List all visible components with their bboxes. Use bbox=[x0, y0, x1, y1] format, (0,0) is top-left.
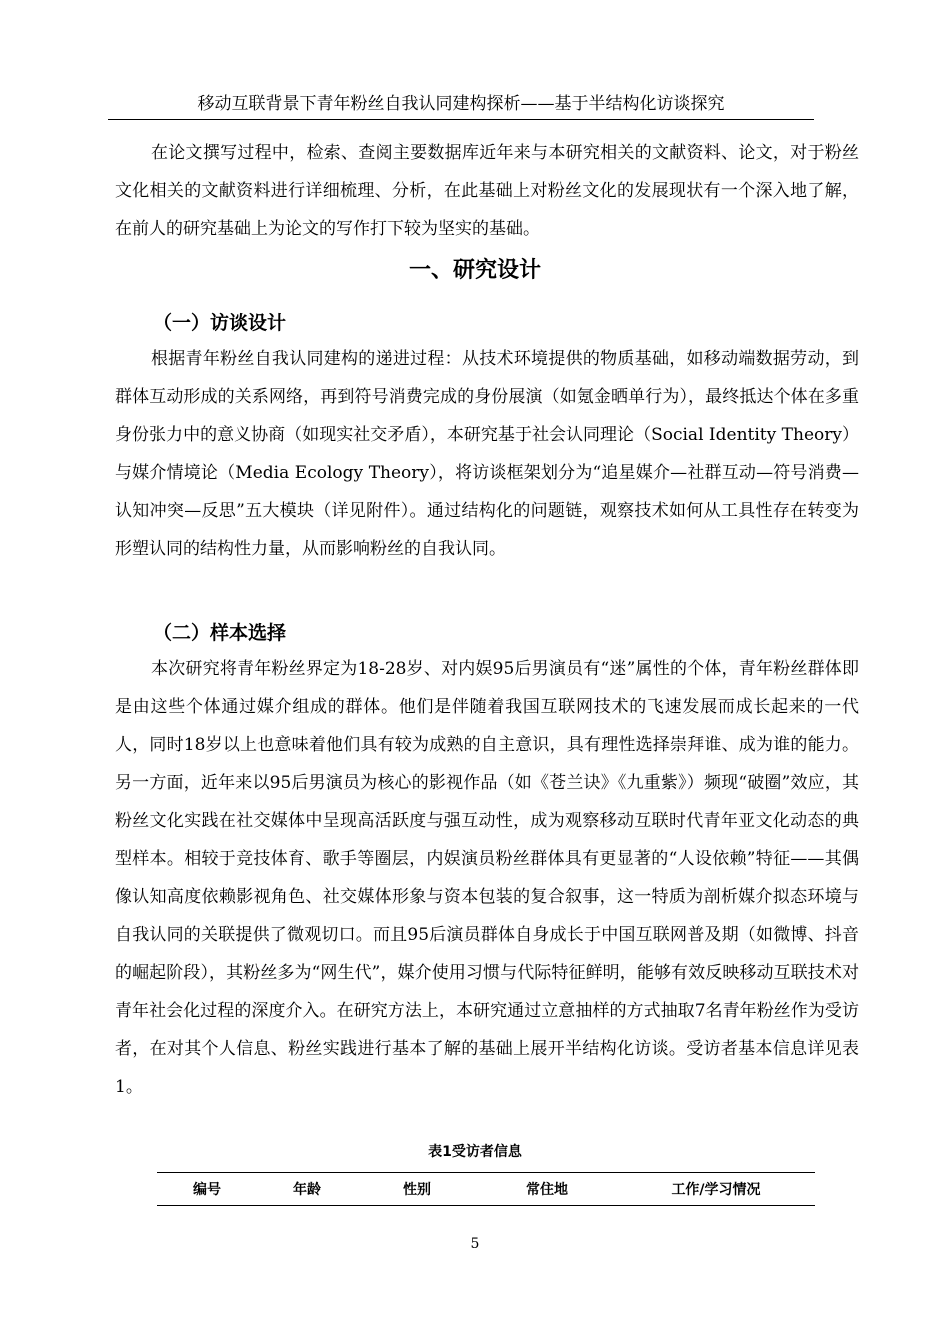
subsection-heading-interview-design: （一）访谈设计 bbox=[153, 312, 287, 334]
column-header-gender: 性别 bbox=[357, 1173, 477, 1206]
section-heading: 一、研究设计 bbox=[408, 258, 541, 283]
column-header-occupation: 工作/学习情况 bbox=[617, 1173, 815, 1206]
table-caption: 表1受访者信息 bbox=[428, 1144, 522, 1160]
page-number: 5 bbox=[470, 1236, 480, 1252]
column-header-id: 编号 bbox=[157, 1173, 257, 1206]
intro-paragraph: 在论文撰写过程中，检索、查阅主要数据库近年来与本研究相关的文献资料、论文，对于粉丝文化相关的文献资料进行详细梳理、分析，在此基础上对粉丝文化的发展现状有一个深入地了解，在前人的研究基础上为论文的写作打下较为坚实的基础。 bbox=[115, 143, 859, 239]
column-header-residence: 常住地 bbox=[477, 1173, 617, 1206]
respondent-table bbox=[157, 1172, 815, 1206]
running-header: 移动互联背景下青年粉丝自我认同建构探析——基于半结构化访谈探究 bbox=[197, 94, 725, 114]
table-header-row bbox=[157, 1173, 815, 1206]
interview-design-paragraph: 根据青年粉丝自我认同建构的递进过程：从技术环境提供的物质基础，如移动端数据劳动，到群体互动形成的关系网络，再到符号消费完成的身份展演（如氪金晒单行为），最终抵达个体在多重身份张力中的意义协商（如现实社交矛盾），本研究基于社会认同理论（Social Identity Theory）与媒介情境论（Media Ecology Theory），将访谈框架划分为“追星媒介—社群互动—符号消费—认知冲突—反思”五大模块（详见附件）。通过结构化的问题链，观察技术如何从工具性存在转变为形塑认同的结构性力量，从而影响粉丝的自我认同。 bbox=[115, 349, 859, 559]
header-rule bbox=[108, 119, 814, 120]
subsection-heading-sample-selection: （二）样本选择 bbox=[153, 622, 287, 644]
column-header-age: 年龄 bbox=[257, 1173, 357, 1206]
sample-selection-paragraph: 本次研究将青年粉丝界定为18-28岁、对内娱95后男演员有“迷”属性的个体，青年粉丝群体即是由这些个体通过媒介组成的群体。他们是伴随着我国互联网技术的飞速发展而成长起来的一代人，同时18岁以上也意味着他们具有较为成熟的自主意识，具有理性选择崇拜谁、成为谁的能力。另一方面，近年来以95后男演员为核心的影视作品（如《苍兰诀》《九重紫》）频现“破圈”效应，其粉丝文化实践在社交媒体中呈现高活跃度与强互动性，成为观察移动互联时代青年亚文化动态的典型样本。相较于竞技体育、歌手等圈层，内娱演员粉丝群体具有更显著的“人设依赖”特征——其偶像认知高度依赖影视角色、社交媒体形象与资本包装的复合叙事，这一特质为剖析媒介拟态环境与自我认同的关联提供了微观切口。而且95后演员群体自身成长于中国互联网普及期（如微博、抖音的崛起阶段），其粉丝多为“网生代”，媒介使用习惯与代际特征鲜明，能够有效反映移动互联技术对青年社会化过程的深度介入。在研究方法上，本研究通过立意抽样的方式抽取7名青年粉丝作为受访者，在对其个人信息、粉丝实践进行基本了解的基础上展开半结构化访谈。受访者基本信息详见表1。 bbox=[115, 659, 859, 1097]
